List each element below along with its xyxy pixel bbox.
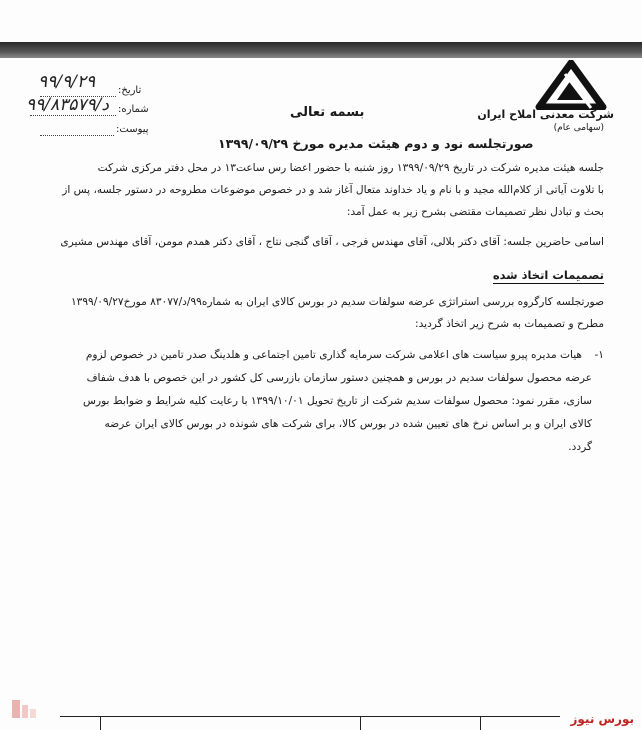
company-name: شرکت معدنی املاح ایران <box>477 108 614 121</box>
item-number: ۱- <box>594 349 604 361</box>
item-line-1: هیات مدیره پیرو سیاست های اعلامی شرکت سرمایه گذاری تامین اجتماعی و هلدینگ صدر تامین در خصوص لزوم <box>85 349 582 361</box>
basmala: بسمه تعالی <box>290 105 365 120</box>
item-line-4: کالای ایران و بر اساس نرخ های تعیین شده در بورس کالا، برای شرکت های شونده در بورس کالای ایران عرضه <box>104 418 592 430</box>
document-title: صورتجلسه نود و دوم هیئت مدیره مورخ ۱۳۹۹/۰۹/۲۹ <box>218 136 534 151</box>
intro-line-1: جلسه هیئت مدیره شرکت در تاریخ ۱۳۹۹/۰۹/۲۹ روز شنبه با حضور اعضا رس ساعت۱۳ در محل دفتر مرکزی شرکت <box>97 162 604 174</box>
attachment-line <box>40 135 114 136</box>
company-type: (سهامی عام) <box>553 123 604 133</box>
intro-line-2: با تلاوت آیاتی از کلام‌الله مجید و با نام و یاد خداوند متعال آغاز شد و در خصوص موضوعات مطروحه در دستور جلسه، پس از <box>62 184 604 196</box>
item-line-5: گردد. <box>568 441 592 453</box>
decisions-intro-line-2: مطرح و تصمیمات به شرح زیر اتخاذ گردید: <box>415 318 604 330</box>
item-line-3: سازی، مقرر نمود: محصول سولفات سدیم شرکت از تاریخ تحویل ۱۳۹۹/۱۰/۰۱ با رعایت کلیه شرایط و ضوابط بورس <box>83 395 592 407</box>
watermark-brand: بورس نیوز <box>570 712 634 726</box>
decisions-intro-line-1: صورتجلسه کارگروه بررسی استراتژی عرضه سولفات سدیم در بورس کالای ایران به شماره۹۹/د/۸۳۰۷۷ مورخ۱۳۹۹/۰۹/۲۷ <box>70 296 604 308</box>
company-logo-icon <box>535 60 607 110</box>
attendees: اسامی حاضرین جلسه: آقای دکتر بلالی، آقای مهندس فرجی ، آقای گنجی نتاج ، آقای دکتر همدم مومن، آقای مهندس مشیری <box>60 236 604 248</box>
news-logo-icon <box>10 696 40 722</box>
number-line <box>30 115 116 116</box>
number-value: ۹۹/د/۸۳۵۷۹ <box>26 95 109 115</box>
date-label: تاریخ: <box>118 85 142 96</box>
number-label: شماره: <box>118 104 149 115</box>
attachment-label: پیوست: <box>116 124 149 135</box>
intro-line-3: بحث و تبادل نظر تصمیمات مقتضی بشرح زیر به عمل آمد: <box>346 206 604 218</box>
decisions-heading: تصمیمات اتخاذ شده <box>492 268 604 282</box>
date-value: ۹۹/۹/۲۹ <box>38 72 96 92</box>
scan-top-edge <box>0 42 642 58</box>
footer-frame <box>60 716 560 730</box>
item-line-2: عرضه محصول سولفات سدیم در بورس و همچنین دستور سازمان بازرسی کل کشور در این خصوص با هدف شفاف <box>86 372 592 384</box>
